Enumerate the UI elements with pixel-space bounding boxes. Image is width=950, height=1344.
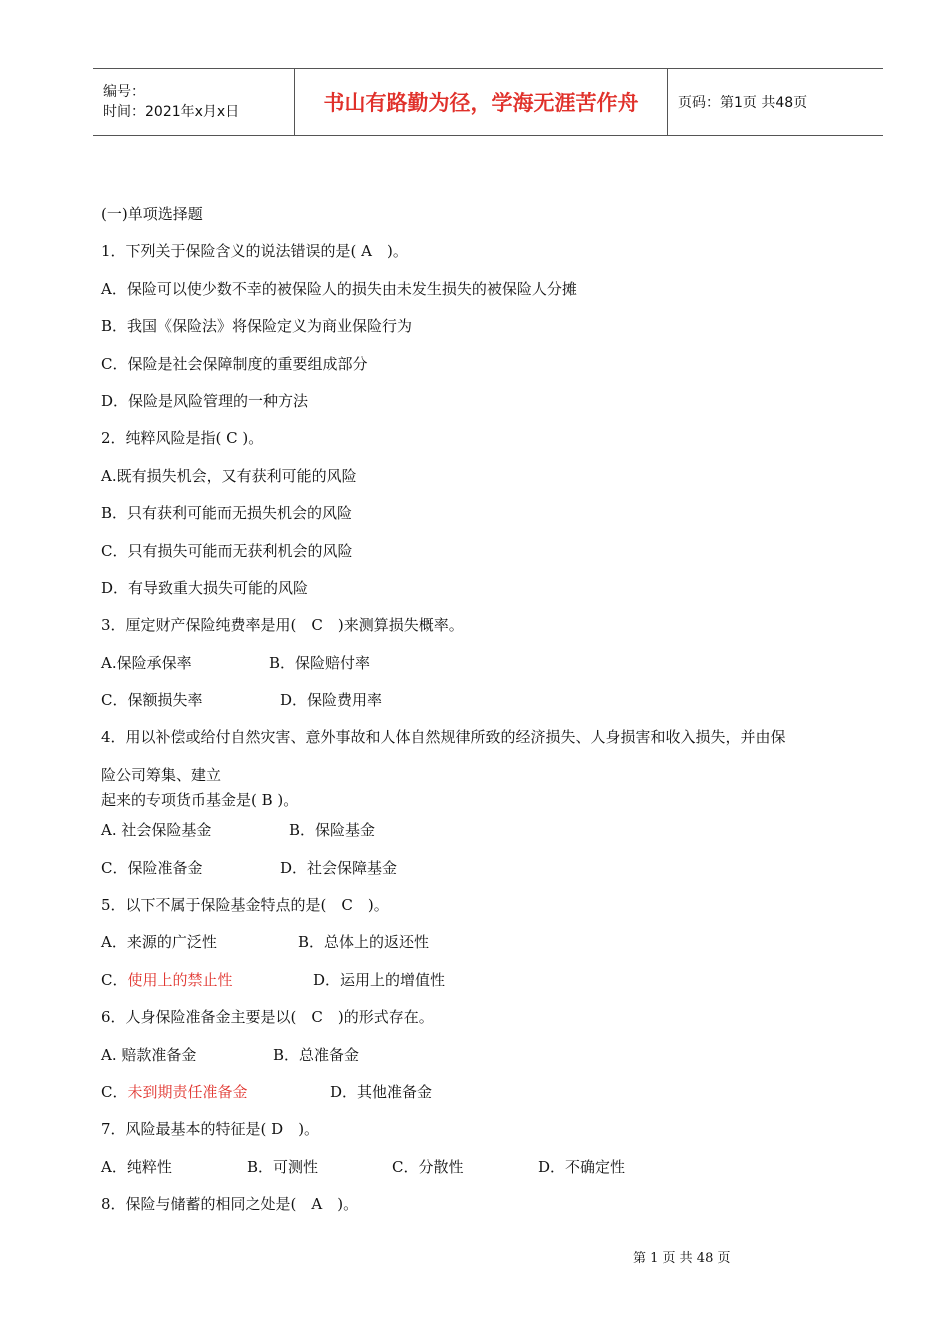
question-1-option-c: C．保险是社会保障制度的重要组成部分 — [101, 354, 368, 373]
question-3-option-b: B．保险赔付率 — [269, 653, 371, 672]
question-3: 3．厘定财产保险纯费率是用( C )来测算损失概率。 — [101, 616, 464, 635]
question-6-option-c-prefix: C． — [101, 1082, 128, 1101]
header-motto-cell — [295, 69, 668, 135]
question-7-option-a: A．纯粹性 — [101, 1157, 172, 1176]
question-2-option-a: A.既有损失机会，又有获利可能的风险 — [101, 466, 357, 485]
question-5-option-c-prefix: C． — [101, 970, 128, 989]
question-7-options — [101, 1149, 881, 1186]
question-6-options-cd — [101, 1074, 881, 1111]
question-6-option-a: A. 赔款准备金 — [101, 1045, 197, 1064]
question-1-option-b: B．我国《保险法》将保险定义为商业保险行为 — [101, 317, 413, 336]
page-header — [93, 68, 883, 136]
question-4-options-ab — [101, 812, 881, 849]
question-6-option-c-highlight: 未到期责任准备金 — [127, 1082, 248, 1101]
question-2: 2．纯粹风险是指( C )。 — [101, 429, 264, 448]
document-time: 时间：2021年x月x日 — [103, 104, 240, 120]
question-3-options-ab — [101, 645, 881, 682]
question-5: 5．以下不属于保险基金特点的是( C )。 — [101, 896, 389, 915]
question-5-option-c-highlight: 使用上的禁止性 — [127, 970, 233, 989]
question-6: 6．人身保险准备金主要是以( C )的形式存在。 — [101, 1008, 434, 1027]
section-title: (一)单项选择题 — [101, 205, 203, 223]
question-2-option-d: D．有导致重大损失可能的风险 — [101, 578, 309, 597]
document-body — [101, 196, 881, 1224]
page-footer: 第 1 页 共 48 页 — [633, 1251, 731, 1266]
question-7-option-d: D．不确定性 — [538, 1157, 626, 1176]
question-7-option-c: C．分散性 — [392, 1157, 464, 1176]
question-4-option-d: D．社会保障基金 — [280, 858, 398, 877]
question-5-options-cd — [101, 962, 881, 999]
header-page-cell — [668, 69, 883, 135]
question-4-line-3: 起来的专项货币基金是( B )。 — [101, 791, 299, 810]
header-left-cell — [93, 69, 295, 135]
question-5-option-b: B．总体上的返还性 — [298, 933, 430, 952]
question-2-option-b: B．只有获利可能而无损失机会的风险 — [101, 504, 353, 523]
question-4-options-cd — [101, 850, 881, 887]
question-3-option-c: C．保额损失率 — [101, 691, 203, 710]
question-6-options-ab — [101, 1037, 881, 1074]
question-4-option-c: C．保险准备金 — [101, 858, 203, 877]
question-3-option-a: A.保险承保率 — [101, 653, 192, 672]
question-4-option-b: B．保险基金 — [289, 821, 376, 840]
question-5-options-ab — [101, 924, 881, 961]
question-1: 1．下列关于保险含义的说法错误的是( A )。 — [101, 242, 408, 261]
question-4-line-1: 4．用以补偿或给付自然灾害、意外事故和人体自然规律所致的经济损失、人身损害和收入损失，并由保 — [101, 728, 786, 747]
question-5-option-d: D．运用上的增值性 — [313, 970, 446, 989]
question-8: 8．保险与储蓄的相同之处是( A )。 — [101, 1195, 359, 1214]
question-2-option-c: C．只有损失可能而无获利机会的风险 — [101, 541, 353, 560]
question-3-options-cd — [101, 682, 881, 719]
question-6-option-d: D．其他准备金 — [330, 1082, 433, 1101]
question-6-option-c — [101, 1074, 330, 1111]
question-1-option-d: D．保险是风险管理的一种方法 — [101, 391, 309, 410]
question-7-option-b: B．可测性 — [247, 1157, 319, 1176]
question-7: 7．风险最基本的特征是( D )。 — [101, 1120, 320, 1139]
question-5-option-a: A．来源的广泛性 — [101, 933, 217, 952]
question-4-option-a: A. 社会保险基金 — [101, 821, 212, 840]
header-page-info: 页码：第1页 共48页 — [678, 95, 808, 111]
question-1-option-a: A．保险可以使少数不幸的被保险人的损失由未发生损失的被保险人分摊 — [101, 279, 577, 298]
question-6-option-b: B．总准备金 — [273, 1045, 360, 1064]
header-motto: 书山有路勤为径，学海无涯苦作舟 — [323, 91, 639, 115]
document-number-label: 编号： — [103, 84, 145, 100]
question-5-option-c — [101, 962, 313, 999]
question-4-line-2: 险公司筹集、建立 — [101, 765, 222, 784]
question-3-option-d: D．保险费用率 — [280, 691, 383, 710]
